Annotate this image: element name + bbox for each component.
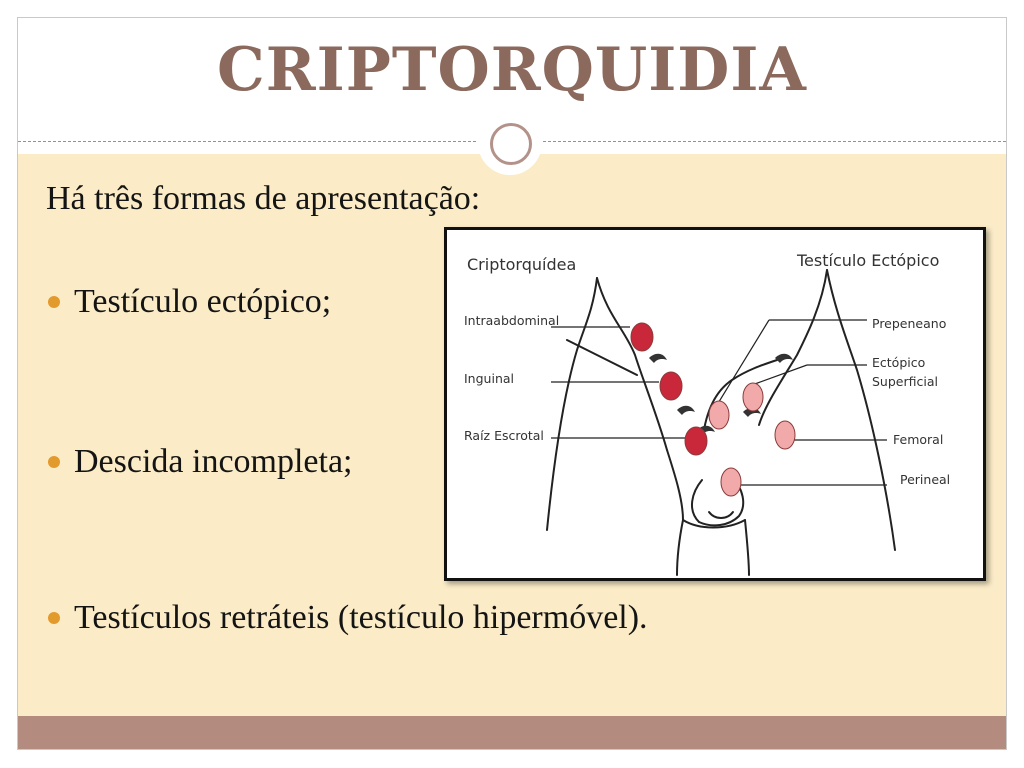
label-inguinal: Inguinal xyxy=(464,371,514,386)
left-heading: Criptorquídea xyxy=(467,255,577,274)
bullet-item xyxy=(48,599,648,637)
bullet-dot-icon xyxy=(48,612,60,624)
circle-ornament-icon xyxy=(478,111,542,175)
bullet-text: Testículo ectópico; xyxy=(74,283,332,320)
bullet-text: Descida incompleta; xyxy=(74,443,353,480)
bullet-text: Testículos retráteis (testículo hipermóvel). xyxy=(74,599,648,636)
testis-ectopico-superficial xyxy=(743,383,763,411)
anatomy-figure xyxy=(444,227,986,581)
label-ectopico: Ectópico xyxy=(872,355,926,370)
bullet-item xyxy=(48,283,331,321)
bullet-dot-icon xyxy=(48,456,60,468)
label-superficial: Superficial xyxy=(872,374,938,389)
testis-perineal xyxy=(721,468,741,496)
testis-prepeneano xyxy=(709,401,729,429)
testis-femoral xyxy=(775,421,795,449)
label-femoral: Femoral xyxy=(893,432,944,447)
label-prepeneano: Prepeneano xyxy=(872,316,947,331)
bullet-item xyxy=(48,443,353,481)
testis-raiz-escrotal xyxy=(685,427,707,455)
testis-inguinal xyxy=(660,372,682,400)
testis-intraabdominal xyxy=(631,323,653,351)
label-perineal: Perineal xyxy=(900,472,951,487)
label-intraabdominal: Intraabdominal xyxy=(464,313,560,328)
anatomy-diagram xyxy=(447,230,983,578)
intro-text: Há três formas de apresentação: xyxy=(46,180,481,217)
right-heading: Testículo Ectópico xyxy=(797,251,940,270)
footer-bar xyxy=(18,716,1006,749)
slide-title: CRIPTORQUIDIA xyxy=(217,35,807,105)
testes-markers xyxy=(631,323,795,496)
label-raiz-escrotal: Raíz Escrotal xyxy=(464,428,544,443)
bullet-dot-icon xyxy=(48,296,60,308)
